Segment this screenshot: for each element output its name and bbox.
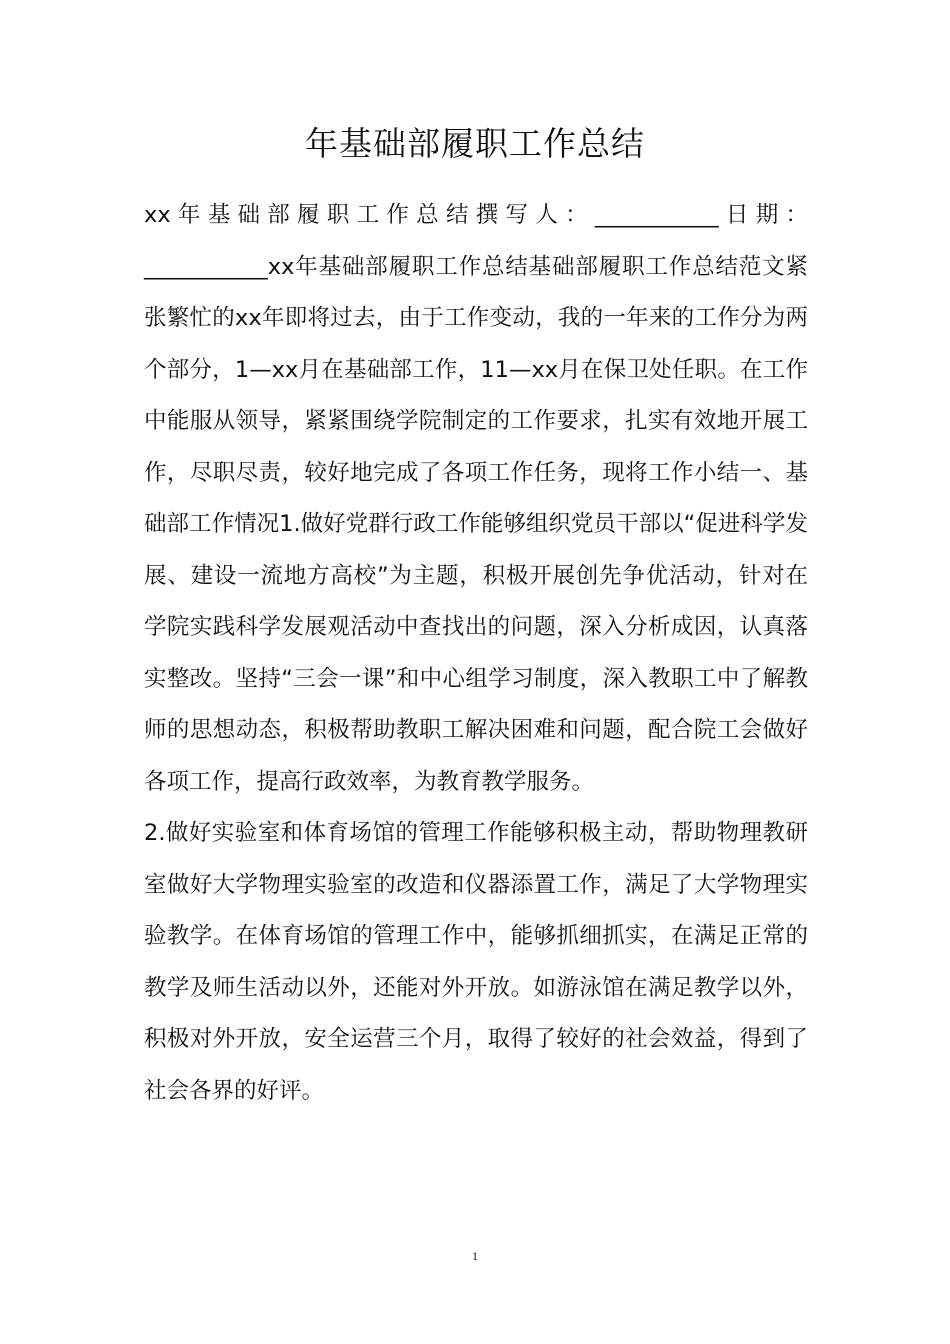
paragraph-2: 2.做好实验室和体育场馆的管理工作能够积极主动，帮助物理教研室做好大学物理实验室的改造和仪器添置工作，满足了大学物理实验教学。在体育场馆的管理工作中，能够抓细抓实，在满足正常的教学及师生活动以外，还能对外开放。如游泳馆在满足教学以外，积极对外开放，安全运营三个月，取得了较好的社会效益，得到了社会各界的好评。 — [144, 820, 808, 1104]
document-body — [144, 190, 808, 1117]
paragraph-1: xx年基础部履职工作总结撰写人：___________日期：___________xx年基础部履职工作总结基础部履职工作总结范文紧张繁忙的xx年即将过去，由于工作变动，我的一年来的工作分为两个部分，1—xx月在基础部工作，11—xx月在保卫处任职。在工作中能服从领导，紧紧围绕学院制定的工作要求，扎实有效地开展工作，尽职尽责，较好地完成了各项工作任务，现将工作小结一、基础部工作情况1.做好党群行政工作能够组织党员干部以“促进科学发展、建设一流地方高校”为主题，积极开展创先争优活动，针对在学院实践科学发展观活动中查找出的问题，深入分析成因，认真落实整改。坚持“三会一课”和中心组学习制度，深入教职工中了解教师的思想动态，积极帮助教职工解决困难和问题，配合院工会做好各项工作，提高行政效率，为教育教学服务。 — [144, 202, 808, 795]
page-number: 1 — [472, 1249, 478, 1263]
document-title: 年基础部履职工作总结 — [305, 124, 645, 163]
